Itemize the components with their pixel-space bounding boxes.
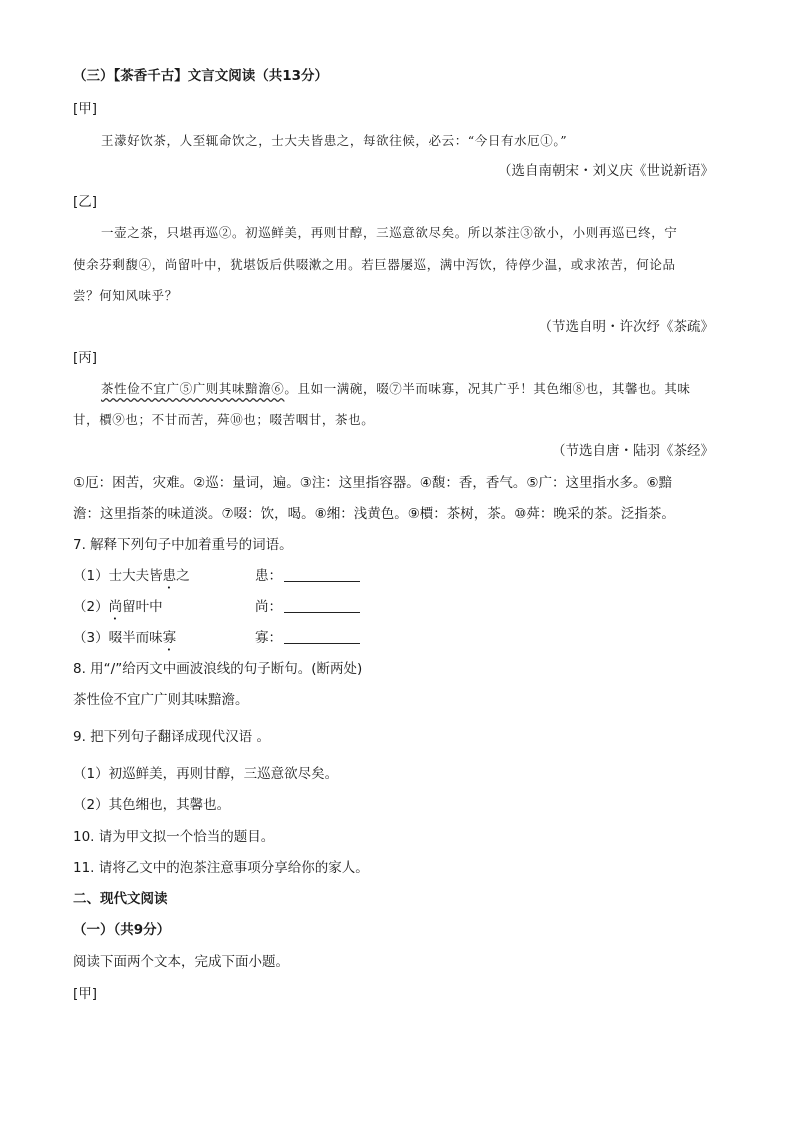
- passage-label-jia: [甲]: [73, 101, 98, 117]
- passage-yi-line: 一壶之茶，只堪再巡②。初巡鲜美，再则甘醇，三巡意欲尽矣。所以茶注③欲小，小则再巡已终，宁: [101, 225, 678, 240]
- reading-instruction: 阅读下面两个文本，完成下面小题。: [73, 954, 289, 970]
- annotation-line: ①厄：困苦，灾难。②巡：量词，遍。③注：这里指容器。④馥：香，香气。⑤广：这里指水多。⑥黯: [73, 475, 673, 491]
- wavy-underlined-sentence: 茶性俭不宜广⑤广则其味黯澹⑥: [101, 381, 285, 396]
- passage-jia-text: 王濛好饮茶，人至辄命饮之，士大夫皆患之，每欲往候，必云：“今日有水厄①。”: [101, 133, 568, 148]
- q7-answer-field[interactable]: 患：: [255, 566, 360, 586]
- question-7-prompt: 7. 解释下列句子中加着重号的词语。: [73, 537, 293, 553]
- question-9-prompt: 9. 把下列句子翻译成现代汉语 。: [73, 729, 270, 745]
- q7-item: （1）士大夫皆患之: [73, 568, 190, 584]
- answer-blank[interactable]: [284, 598, 360, 613]
- part-heading: 二、现代文阅读: [73, 891, 168, 907]
- passage-bing-line: 甘，檟⑨也；不甘而苦，荈⑩也；啜苦咽甘，茶也。: [73, 412, 375, 427]
- emphasized-word: 寡: [162, 630, 177, 646]
- emphasized-word: 患: [162, 568, 177, 584]
- q7-item: （2）尚留叶中: [73, 599, 163, 615]
- text-label-jia: [甲]: [73, 986, 98, 1002]
- passage-label-yi: [乙]: [73, 194, 98, 210]
- answer-blank[interactable]: [284, 629, 360, 644]
- passage-bing-line-rest: 。且如一满碗，啜⑦半而味寡，况其广乎！其色缃⑧也，其馨也。其味: [284, 381, 691, 396]
- passage-yi-source: （节选自明・许次纾《茶疏》: [538, 319, 714, 335]
- q7-answer-field[interactable]: 尚：: [255, 597, 360, 617]
- annotation-line: 澹：这里指茶的味道淡。⑦啜：饮，喝。⑧缃：浅黄色。⑨檟：茶树，茶。⑩荈：晚采的茶。泛指茶。: [73, 506, 675, 522]
- question-10-prompt: 10. 请为甲文拟一个恰当的题目。: [73, 829, 275, 845]
- passage-jia-source: （选自南朝宋・刘义庆《世说新语》: [498, 163, 714, 179]
- q7-item: （3）啜半而味寡: [73, 630, 177, 646]
- question-8-sentence: 茶性俭不宜广广则其味黯澹。: [73, 692, 249, 708]
- question-11-prompt: 11. 请将乙文中的泡茶注意事项分享给你的家人。: [73, 860, 369, 876]
- subsection-heading: （一）（共9分）: [73, 922, 171, 938]
- emphasized-word: 尚: [108, 599, 123, 615]
- question-8-prompt: 8. 用“/”给丙文中画波浪线的句子断句。(断两处): [73, 661, 363, 677]
- answer-blank[interactable]: [284, 567, 360, 582]
- passage-label-bing: [丙]: [73, 350, 98, 366]
- q7-answer-field[interactable]: 寡：: [255, 628, 360, 648]
- passage-bing-source: （节选自唐・陆羽《茶经》: [552, 443, 714, 459]
- question-9-item: （2）其色缃也，其馨也。: [73, 797, 231, 813]
- section-heading: （三）【茶香千古】文言文阅读（共13分）: [73, 68, 329, 84]
- passage-bing-line: [101, 379, 691, 399]
- passage-yi-line: 尝？何知风味乎？: [73, 288, 178, 303]
- passage-yi-line: 使余芬剩馥④，尚留叶中，犹堪饭后供啜漱之用。若巨器屡巡，满中泻饮，待停少温，或求浓苦，何论品: [73, 257, 676, 272]
- question-9-item: （1）初巡鲜美，再则甘醇，三巡意欲尽矣。: [73, 766, 339, 782]
